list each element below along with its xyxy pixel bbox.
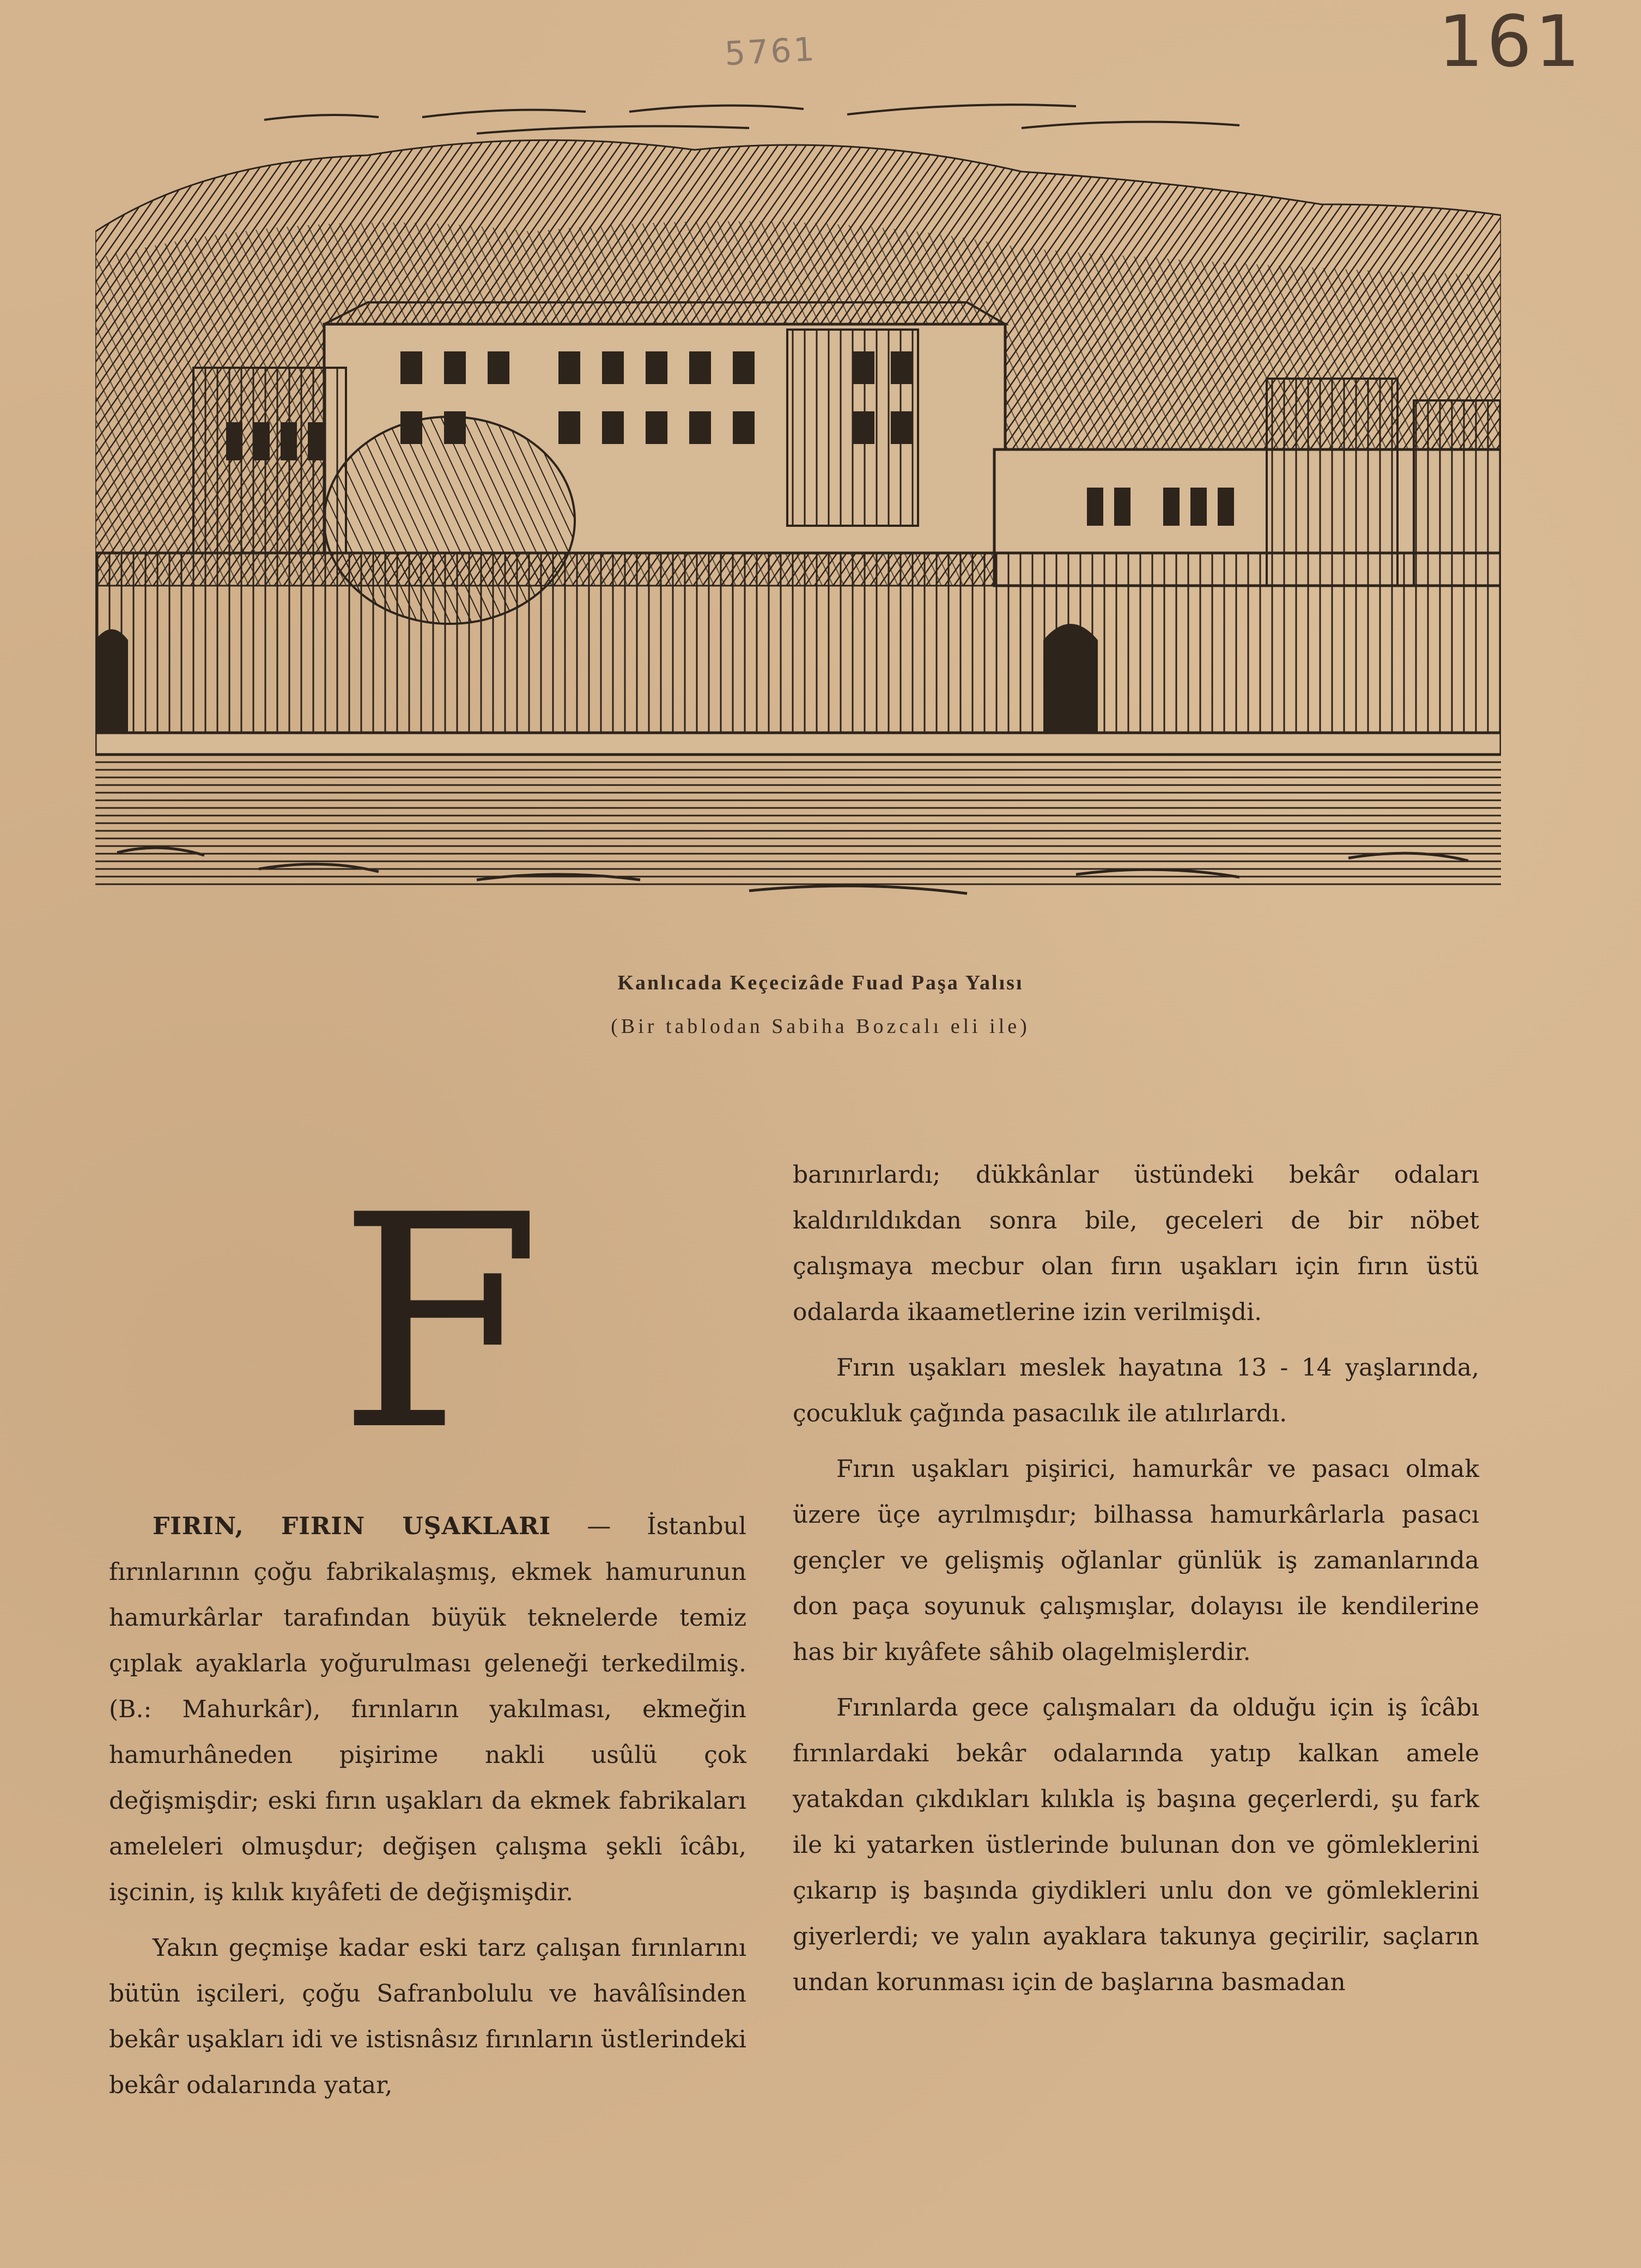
water bbox=[95, 755, 1501, 885]
gate-arch bbox=[1043, 624, 1098, 733]
pencil-annotation: 5761 bbox=[724, 30, 818, 74]
yali-illustration bbox=[95, 95, 1501, 929]
left-column bbox=[109, 1504, 746, 2118]
figure-caption-title: Kanlıcada Keçecizâde Fuad Paşa Yalısı bbox=[617, 971, 1024, 994]
left-paragraph-2: Yakın geçmişe kadar eski tarz çalışan fırınlarını bütün işcileri, çoğu Safranbolulu ve havâlîsinden bekâr uşakları idi ve istisnâsız fırınların üstlerindeki bekâr odalarında yatar, bbox=[109, 1934, 746, 2099]
sky-strokes bbox=[264, 105, 1239, 133]
figure-caption-credit: (Bir tablodan Sabiha Bozcalı eli ile) bbox=[611, 1015, 1030, 1038]
right-paragraph-4: Fırınlarda gece çalışmaları da olduğu için iş îcâbı fırınlardaki bekâr odalarında yatıp kalkan amele yatakdan çıkdıkları kılıkla iş başına geçerlerdi, şu fark ile ki yatarken üstlerinde bulunan don ve gömleklerini çıkarıp iş başında giydikleri unlu don ve gömleklerini giyerlerdi; ve yalın ayaklara takunya geçirilir, saçların undan korunması için de başlarına basmadan bbox=[793, 1694, 1479, 1996]
page-number: 161 bbox=[1438, 0, 1584, 83]
sea-wall bbox=[95, 553, 1501, 733]
right-paragraph-3: Fırın uşakları pişirici, hamurkâr ve pasacı olmak üzere üçe ayrılmışdır; bilhassa hamurkârlarla pasacı gençler ve gelişmiş oğlanlar günlük iş zamanlarında don paça soyunuk çalışmışlar, dolayısı ile kendilerine has bir kıyâfete sâhib olagelmişlerdir. bbox=[793, 1455, 1479, 1666]
right-paragraph-2: Fırın uşakları meslek hayatına 13 - 14 yaşlarında, çocukluk çağında pasacılık ile atılırlardı. bbox=[793, 1354, 1479, 1427]
drop-cap: F bbox=[338, 1153, 542, 1495]
article-heading: FIRIN, FIRIN UŞAKLARI bbox=[153, 1512, 551, 1540]
right-paragraph-1: barınırlardı; dükkânlar üstündeki bekâr odaları kaldırıldıkdan sonra bile, geceleri de bir nöbet çalışmaya mecbur olan fırın uşakları için fırın üstü odalarda ikaametlerine izin verilmişdi. bbox=[793, 1161, 1479, 1326]
left-paragraph-1-text: — İstanbul fırınlarının çoğu fabrikalaşmış, ekmek hamurunun hamurkârlar tarafından büyük teknelerde temiz çıplak ayaklarla yoğurulması geleneği terkedilmiş. (B.: Mahurkâr), fırınların yakılması, ekmeğin hamurhâneden pişirime nakli usûlü çok değişmişdir; eski fırın uşakları da ekmek fabrikaları ameleleri olmuşdur; değişen çalışma şekli îcâbı, işcinin, iş kılık kıyâfeti de değişmişdir. bbox=[109, 1512, 746, 1906]
left-paragraph-1 bbox=[109, 1504, 746, 1916]
right-column bbox=[793, 1152, 1479, 2015]
